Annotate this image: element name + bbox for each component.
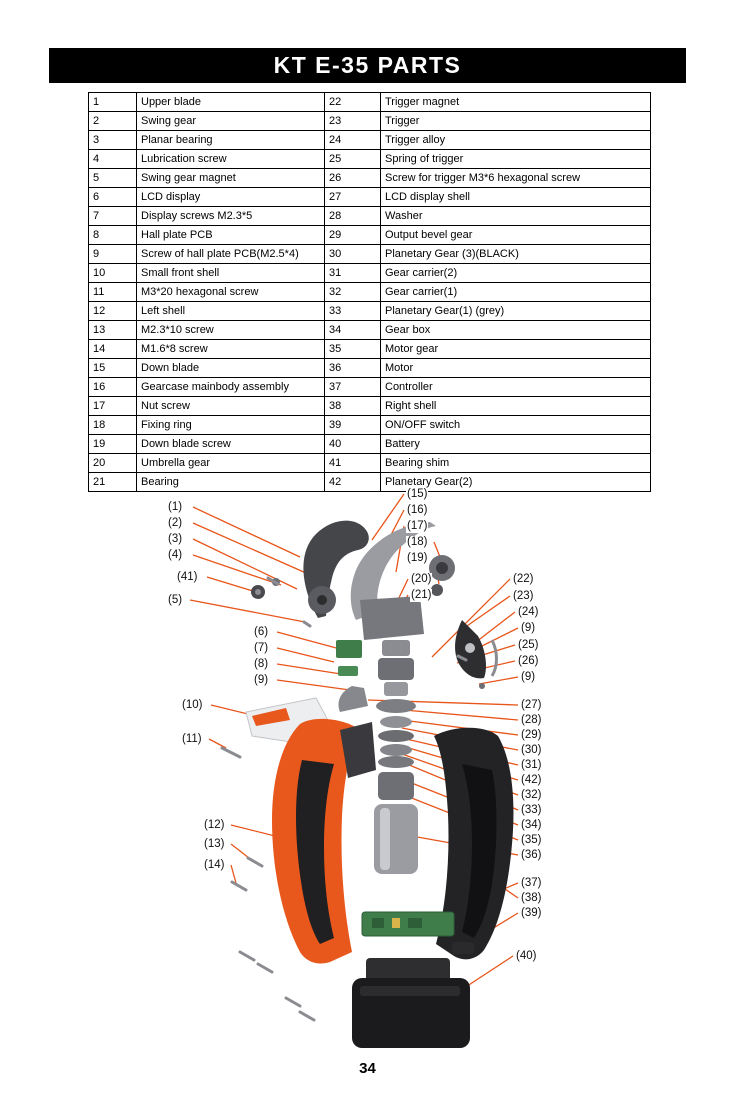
table-cell: 7	[89, 207, 137, 226]
table-cell: Lubrication screw	[137, 150, 325, 169]
table-cell: Right shell	[381, 397, 651, 416]
table-cell: Trigger alloy	[381, 131, 651, 150]
table-cell: Down blade screw	[137, 435, 325, 454]
callout-label: (22)	[513, 573, 534, 585]
table-cell: 35	[325, 340, 381, 359]
table-cell: Down blade	[137, 359, 325, 378]
table-cell: 41	[325, 454, 381, 473]
table-cell: 2	[89, 112, 137, 131]
table-cell: Display screws M2.3*5	[137, 207, 325, 226]
callout-label: (29)	[521, 729, 542, 741]
table-cell: 4	[89, 150, 137, 169]
table-cell: 24	[325, 131, 381, 150]
table-cell: Screw for trigger M3*6 hexagonal screw	[381, 169, 651, 188]
table-cell: 29	[325, 226, 381, 245]
callout-label: (1)	[168, 501, 183, 513]
table-cell: 39	[325, 416, 381, 435]
table-cell: LCD display	[137, 188, 325, 207]
table-cell: Spring of trigger	[381, 150, 651, 169]
callout-label: (17)	[407, 520, 428, 532]
table-cell: Motor gear	[381, 340, 651, 359]
callout-label: (9)	[521, 671, 536, 683]
callout-label: (12)	[204, 819, 225, 831]
callout-label: (7)	[254, 642, 269, 654]
callout-label: (42)	[521, 774, 542, 786]
table-cell: 36	[325, 359, 381, 378]
table-cell: 15	[89, 359, 137, 378]
callout-label: (36)	[521, 849, 542, 861]
table-cell: 18	[89, 416, 137, 435]
callout-label: (11)	[182, 733, 202, 745]
table-cell: 21	[89, 473, 137, 492]
callout-label: (4)	[168, 549, 183, 561]
callout-label: (33)	[521, 804, 542, 816]
table-cell: Nut screw	[137, 397, 325, 416]
table-cell: 25	[325, 150, 381, 169]
table-cell: 37	[325, 378, 381, 397]
callout-label: (26)	[518, 655, 539, 667]
page-number: 34	[359, 1060, 376, 1077]
table-cell: 33	[325, 302, 381, 321]
table-cell: Gear carrier(2)	[381, 264, 651, 283]
callout-label: (15)	[407, 488, 428, 500]
table-cell: 9	[89, 245, 137, 264]
callout-label: (2)	[168, 517, 183, 529]
table-cell: 11	[89, 283, 137, 302]
table-cell: M2.3*10 screw	[137, 321, 325, 340]
table-cell: 27	[325, 188, 381, 207]
table-cell: Trigger	[381, 112, 651, 131]
callout-label: (5)	[168, 594, 183, 606]
callout-label: (30)	[521, 744, 542, 756]
table-cell: 13	[89, 321, 137, 340]
table-cell: Screw of hall plate PCB(M2.5*4)	[137, 245, 325, 264]
callout-label: (25)	[518, 639, 539, 651]
callout-label: (9)	[254, 674, 269, 686]
table-cell: 23	[325, 112, 381, 131]
table-cell: 42	[325, 473, 381, 492]
callout-label: (3)	[168, 533, 183, 545]
callout-label: (23)	[513, 590, 534, 602]
table-cell: Swing gear magnet	[137, 169, 325, 188]
table-cell: 32	[325, 283, 381, 302]
page-title: KT E-35 PARTS	[273, 52, 462, 78]
callout-label: (24)	[518, 606, 539, 618]
callout-label: (6)	[254, 626, 269, 638]
table-cell: 40	[325, 435, 381, 454]
table-cell: Hall plate PCB	[137, 226, 325, 245]
table-cell: Planar bearing	[137, 131, 325, 150]
table-cell: 8	[89, 226, 137, 245]
table-cell: 16	[89, 378, 137, 397]
callout-label: (8)	[254, 658, 269, 670]
table-cell: Umbrella gear	[137, 454, 325, 473]
table-cell: Gear carrier(1)	[381, 283, 651, 302]
table-cell: Fixing ring	[137, 416, 325, 435]
callout-label: (21)	[411, 589, 432, 601]
table-cell: Gearcase mainbody assembly	[137, 378, 325, 397]
table-cell: 30	[325, 245, 381, 264]
table-cell: Planetary Gear (3)(BLACK)	[381, 245, 651, 264]
callout-label: (10)	[182, 699, 203, 711]
callout-label: (37)	[521, 877, 542, 889]
table-cell: 31	[325, 264, 381, 283]
table-cell: 19	[89, 435, 137, 454]
table-cell: Output bevel gear	[381, 226, 651, 245]
callout-label: (14)	[204, 859, 225, 871]
callout-label: (35)	[521, 834, 542, 846]
table-cell: M1.6*8 screw	[137, 340, 325, 359]
table-cell: Controller	[381, 378, 651, 397]
callout-label: (13)	[204, 838, 225, 850]
table-cell: M3*20 hexagonal screw	[137, 283, 325, 302]
callout-label: (41)	[177, 571, 198, 583]
callout-label: (19)	[407, 552, 428, 564]
table-cell: Motor	[381, 359, 651, 378]
table-cell: Washer	[381, 207, 651, 226]
callout-label: (38)	[521, 892, 542, 904]
callout-label: (20)	[411, 573, 432, 585]
table-cell: Swing gear	[137, 112, 325, 131]
table-cell: 26	[325, 169, 381, 188]
table-cell: LCD display shell	[381, 188, 651, 207]
callout-label: (31)	[521, 759, 542, 771]
callout-label: (39)	[521, 907, 542, 919]
table-cell: 3	[89, 131, 137, 150]
table-cell: Upper blade	[137, 93, 325, 112]
table-cell: 38	[325, 397, 381, 416]
table-cell: 28	[325, 207, 381, 226]
callout-label: (34)	[521, 819, 542, 831]
table-cell: 14	[89, 340, 137, 359]
table-cell: Planetary Gear(2)	[381, 473, 651, 492]
table-cell: Planetary Gear(1) (grey)	[381, 302, 651, 321]
table-cell: Gear box	[381, 321, 651, 340]
table-cell: 17	[89, 397, 137, 416]
table-cell: Left shell	[137, 302, 325, 321]
callout-label: (27)	[521, 699, 542, 711]
callout-label: (9)	[521, 622, 536, 634]
table-cell: 34	[325, 321, 381, 340]
table-cell: 10	[89, 264, 137, 283]
table-cell: Bearing shim	[381, 454, 651, 473]
table-cell: Small front shell	[137, 264, 325, 283]
callout-label: (40)	[516, 950, 537, 962]
callout-label: (32)	[521, 789, 542, 801]
callout-label: (28)	[521, 714, 542, 726]
table-cell: Bearing	[137, 473, 325, 492]
callout-label: (18)	[407, 536, 428, 548]
table-cell: 6	[89, 188, 137, 207]
table-cell: 5	[89, 169, 137, 188]
table-cell: Trigger magnet	[381, 93, 651, 112]
table-cell: 22	[325, 93, 381, 112]
table-cell: 1	[89, 93, 137, 112]
table-cell: 12	[89, 302, 137, 321]
table-cell: Battery	[381, 435, 651, 454]
callout-label: (16)	[407, 504, 428, 516]
table-cell: ON/OFF switch	[381, 416, 651, 435]
table-cell: 20	[89, 454, 137, 473]
